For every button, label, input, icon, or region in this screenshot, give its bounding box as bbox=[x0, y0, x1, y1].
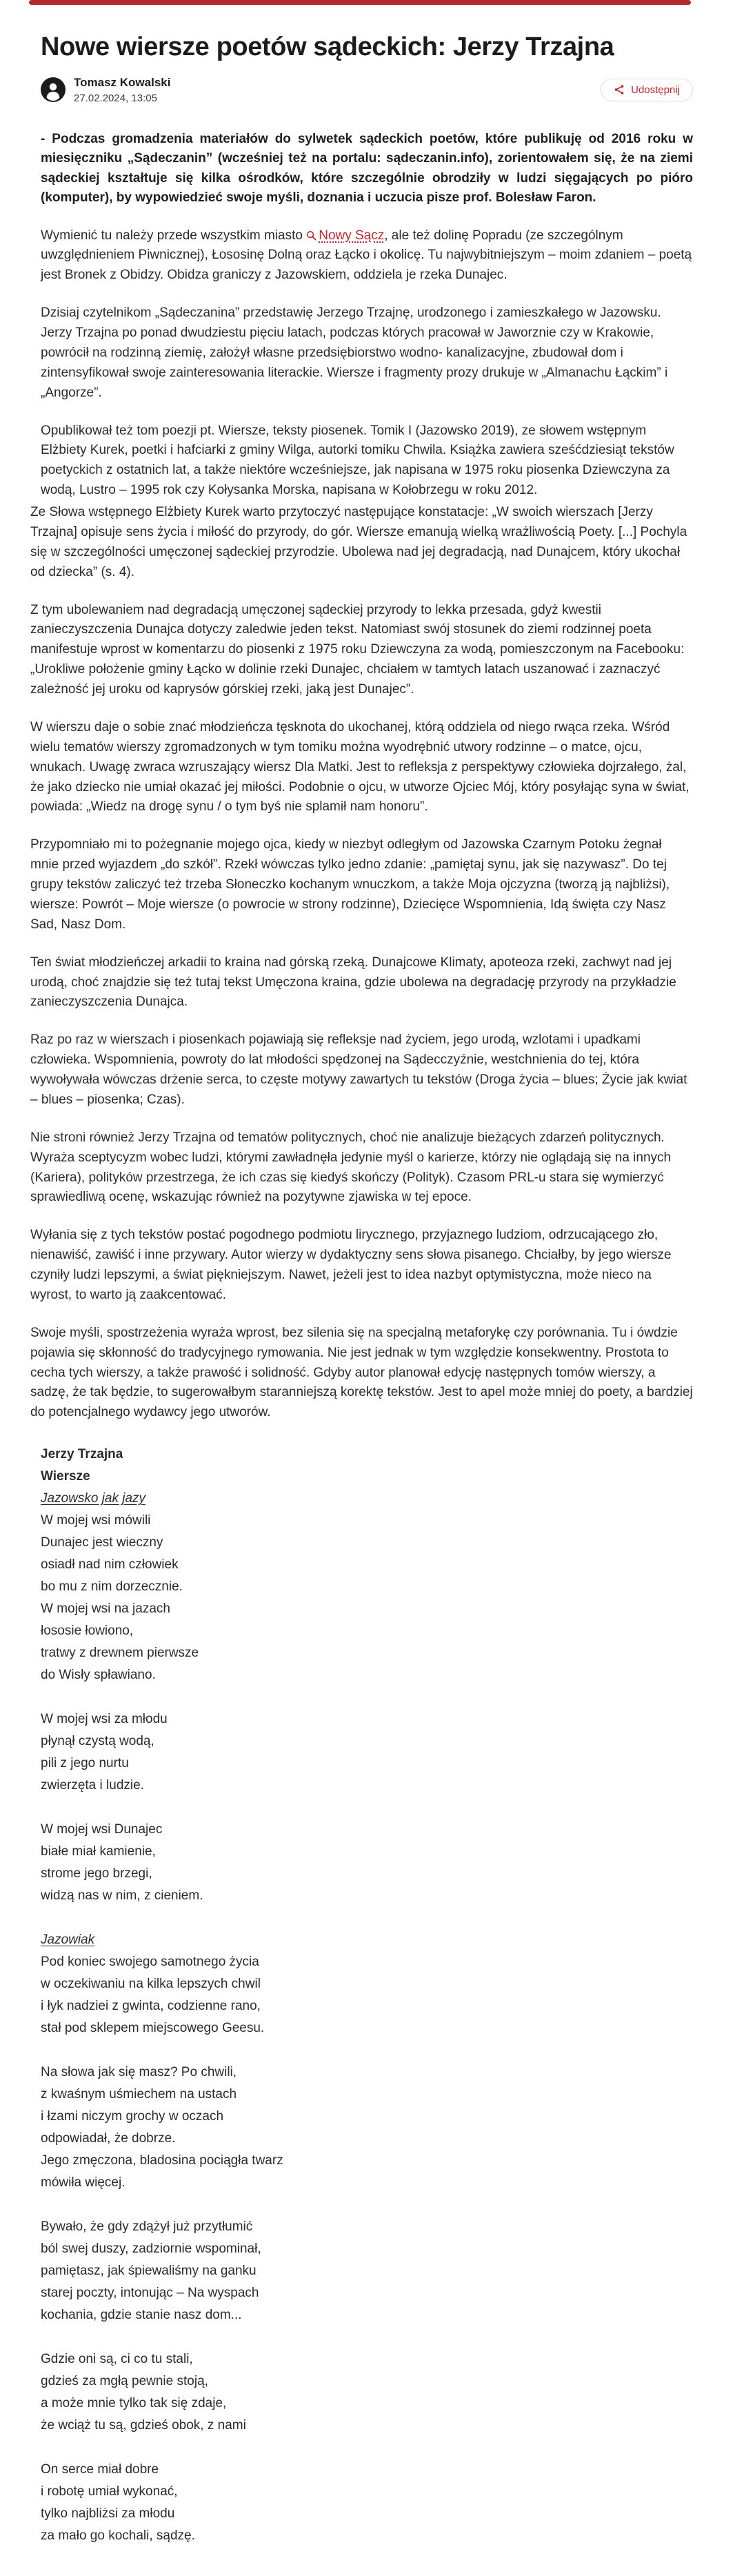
poem-line: płynął czystą wodą, bbox=[41, 1734, 154, 1749]
poem-line: starej poczty, intonując – Na wyspach bbox=[41, 2286, 259, 2301]
poem-line: Pod koniec swojego samotnego życia bbox=[41, 1955, 259, 1970]
article-paragraph: W wierszu daje o sobie znać młodzieńcza tęsknota do ukochanej, którą oddziela od niego rwąca rzeka. Wśród wielu tematów wierszy zgromadzonych w tym tomiku można wyodrębnić utwory rodzinne – o matce, ojcu, wnukach. Uwagę zwraca wzruszający wiersz Dla Matki. Jest to refleksja z perspektywy człowieka dojrzałego, żal, że jako dziecko nie umiał okazać jej miłości. Podobnie o ojcu, w utworze Ojciec Mój, który posyłając syna w świat, powiada: „Wiedz na drogę synu / o tym byś nie splamił nam honoru”. bbox=[30, 719, 690, 815]
poems-collection-title: Wiersze bbox=[41, 1469, 90, 1484]
article-paragraph: Z tym ubolewaniem nad degradacją umęczonej sądeckiej przyrody to lekka przesada, gdyż kwestii zanieczyszczenia Dunajca dotyczy zaledwie jeden tekst. Natomiast swój stosunek do ziemi rodzinnej poeta manifestuje wprost w komentarzu do piosenki z 1975 roku Dziewczyna za wodą, pomieszczonym na Facebooku: „Urokliwe położenie gminy Łącko w dolinie rzeki Dunajec, chciałem w tamtych latach uszanować i zaznaczyć zależność jej uroku od kaprysów górskiej rzeki, jaką jest Dunajec”. bbox=[30, 602, 685, 697]
poem-line: stał pod sklepem miejscowego Geesu. bbox=[41, 2021, 265, 2036]
publish-date: 27.02.2024, 13:05 bbox=[74, 92, 157, 104]
poem-line: kochania, gdzie stanie nasz dom... bbox=[41, 2308, 242, 2323]
article-paragraph: Opublikował też tom poezji pt. Wiersze, teksty piosenek. Tomik I (Jazowsko 2019), ze słowem wstępnym Elżbiety Kurek, poetki i hafciarki z gminy Wilga, autorki tomiku Chwila. Książka zawiera sześćdziesiąt tekstów poetyckich z ostatnich lat, a także niektóre wcześniejsze, jak napisana w 1975 roku piosenka Dziewczyna za wodą, Lustro – 1995 rok czy Kołysanka Morska, napisana w Kołobrzegu w roku 2012. bbox=[41, 423, 674, 498]
poem-line: z kwaśnym uśmiechem na ustach bbox=[41, 2087, 237, 2102]
poem-line: ból swej duszy, zadziornie wspominał, bbox=[41, 2241, 261, 2257]
poem-line: i łzami niczym grochy w oczach bbox=[41, 2109, 224, 2124]
article-paragraph: Wymienić tu należy przede wszystkim miasto Nowy Sącz, ale też dolinę Popradu (ze szczególnym uwzględnieniem Piwnicznej), Łososinę Dolną oraz Łącko i okolicę. Tu najwybitniejszym – moim zdaniem – poetą jest Bronek z Obidzy. Obidza graniczy z Jazowskiem, oddziela je rzeka Dunajec. bbox=[41, 228, 692, 283]
poem-line: że wciąż tu są, gdzieś obok, z nami bbox=[41, 2418, 246, 2433]
poem-line: białe miał kamienie, bbox=[41, 1844, 156, 1859]
poem-stanza bbox=[41, 2348, 693, 2437]
poem-stanza bbox=[41, 1708, 693, 1797]
poems-section bbox=[41, 1444, 693, 2547]
poem-line: gdzieś za mgłą pewnie stoją, bbox=[41, 2374, 208, 2389]
byline-row bbox=[41, 75, 693, 104]
article-paragraph: Ze Słowa wstępnego Elżbiety Kurek warto przytoczyć następujące konstatacje: „W swoich wierszach [Jerzy Trzajna] opisuje sens życia i miłość do przyrody, do gór. Wiersze emanują wielką wrażliwością Poety. [...] Pochyla się w szczególności umęczonej sądeckiej przyrodzie. Ubolewa nad jej degradacją, nad Dunajcem, który ukochał od dziecka” (s. 4). bbox=[30, 505, 687, 579]
author-name: Tomasz Kowalski bbox=[74, 76, 171, 90]
poem-line: W mojej wsi na jazach bbox=[41, 1601, 170, 1617]
article-paragraph: Swoje myśli, spostrzeżenia wyraża wprost, bez silenia się na specjalną metaforykę czy porównania. Tu i ówdzie pojawia się skłonność do tradycyjnego rymowania. Nie jest jednak w tym względzie konsekwentny. Prostota to cecha tych wierszy, a także prawość i solidność. Gdyby autor planował edycję następnych tomów wierszy, a sadzę, że tak będzie, to sugerowałbym staranniejszą korektę tekstów. Jest to apel może mniej do poety, a bardziej do potencjalnego wydawcy jego utworów. bbox=[30, 1325, 693, 1420]
share-icon bbox=[614, 84, 625, 95]
poems-list bbox=[41, 1488, 693, 2547]
share-button-label: Udostępnij bbox=[631, 83, 680, 96]
poem-line: mówiła więcej. bbox=[41, 2175, 125, 2190]
poem-line: On serce miał dobre bbox=[41, 2462, 159, 2477]
page-title: Nowe wiersze poetów sądeckich: Jerzy Trzajna bbox=[41, 32, 614, 61]
article-paragraph: Przypomniało mi to pożegnanie mojego ojca, kiedy w niezbyt odległym od Jazowska Czarnym Potoku żegnał mnie przed wyjazdem „do szkół”. Rzekł wówczas tylko jedno zdanie: „pamiętaj synu, jak się nazywasz”. Do tej grupy tekstów zaliczyć też trzeba Słoneczko kochanym wnuczkom, a także Moja ojczyzna (tworzą ją najbliżsi), wiersze: Powrót – Moje wiersze (o powrocie w strony rodzinne), Dziecięce Wspomnienia, Idą święta czy Nasz Sad, Nasz Dom. bbox=[30, 837, 670, 932]
poem-line: za mało go kochali, sądzę. bbox=[41, 2528, 195, 2544]
poem-line: w oczekiwaniu na kilka lepszych chwil bbox=[41, 1977, 261, 1992]
poem-line: pili z jego nurtu bbox=[41, 1756, 129, 1771]
poem-line: i łyk nadziei z gwinta, codzienne rano, bbox=[41, 1999, 261, 2014]
poem-stanza bbox=[41, 2061, 693, 2194]
poem-line: pamiętasz, jak śpiewaliśmy na ganku bbox=[41, 2264, 257, 2279]
poem-line: W mojej wsi mówili bbox=[41, 1513, 151, 1528]
poem-title: Jazowsko jak jazy bbox=[41, 1491, 146, 1506]
inline-link[interactable] bbox=[306, 228, 384, 243]
article-paragraph: Ten świat młodzieńczej arkadii to kraina nad górską rzeką. Dunajcowe Klimaty, apoteoza rzeki, zachwyt nad jej urodą, choć znajdzie się też tutaj tekst Umęczona kraina, gdzie ubolewa na degradację przyrody na przykładzie zanieczyszczenia Dunajca. bbox=[30, 955, 676, 1010]
accent-top-bar bbox=[29, 0, 691, 5]
poem-stanza bbox=[41, 1951, 693, 2039]
poems-author: Jerzy Trzajna bbox=[41, 1447, 123, 1462]
article-paragraph: Wyłania się z tych tekstów postać pogodnego podmiotu lirycznego, przyjaznego ludziom, odrzucającego zło, nienawiść, zawiść i inne przywary. Autor wierzy w dydaktyczny sens słowa pisanego. Chciałby, by jego wiersze czyniły ludzi lepszymi, a świat piękniejszym. Nawet, jeżeli jest to idea nazbyt optymistyczna, może nieco na wyrost, to warto ją zaakcentować. bbox=[30, 1228, 672, 1302]
poem-line: Gdzie oni są, ci co tu stali, bbox=[41, 2352, 193, 2367]
poem-stanza bbox=[41, 1819, 693, 1907]
poem-line: odpowiadał, że dobrze. bbox=[41, 2131, 176, 2146]
poem-line: widzą nas w nim, z cieniem. bbox=[41, 1888, 203, 1904]
poem-title: Jazowiak bbox=[41, 1933, 95, 1948]
magnifier-icon bbox=[306, 228, 319, 243]
article-paragraph: Raz po raz w wierszach i piosenkach pojawiają się refleksje nad życiem, jego urodą, wzlotami i upadkami człowieka. Wspomnienia, powroty do lat młodości spędzonej na Sądecczyźnie, westchnienia do tej, która wywoływała wówczas drżenie serca, to częste motywy zawartych tu tekstów (Droga życia – blues; Życie jak kwiat – blues – piosenka; Czas). bbox=[30, 1032, 687, 1107]
author-meta bbox=[74, 75, 170, 104]
poem-line: Bywało, że gdy zdążył już przytłumić bbox=[41, 2219, 253, 2235]
poem bbox=[41, 1488, 693, 1907]
poem-line: Na słowa jak się masz? Po chwili, bbox=[41, 2065, 237, 2080]
poem-stanza bbox=[41, 2216, 693, 2326]
article-container bbox=[0, 31, 744, 2576]
author-avatar-icon bbox=[41, 77, 66, 102]
poem bbox=[41, 1929, 693, 2547]
poem-line: zwierzęta i ludzie. bbox=[41, 1778, 144, 1793]
article-lead: - Podczas gromadzenia materiałów do sylwetek sądeckich poetów, które publikuję od 2016 roku w miesięczniku „Sądeczanin” (wcześniej też na portalu: sądeczanin.info), zorientowałem się, że na ziemi sądeckiej kształtuje się kilka ośrodków, które szczególnie obrodziły w ludzi sięgających po pióro (komputer), by wypowiedzieć swoje myśli, doznania i uczucia pisze prof. Bolesław Faron. bbox=[41, 131, 693, 206]
poem-line: W mojej wsi Dunajec bbox=[41, 1822, 163, 1837]
article-paragraph: Nie stroni również Jerzy Trzajna od tematów politycznych, choć nie analizuje bieżących zdarzeń politycznych. Wyraża sceptycyzm wobec ludzi, którymi zawładnęła jedynie myśl o karierze, którzy nie oglądają się na innych (Kariera), polityków przestrzega, że ich czas się kiedyś skończy (Polityk). Czasom PRL-u stara się wymierzyć sprawiedliwą ocenę, wskazując również na pozytywne zjawiska w tej epoce. bbox=[30, 1130, 672, 1205]
poem-line: strome jego brzegi, bbox=[41, 1866, 152, 1881]
poem-line: do Wisły spławiano. bbox=[41, 1668, 156, 1683]
inline-link-label: Nowy Sącz bbox=[319, 228, 385, 243]
poem-stanza bbox=[41, 2459, 693, 2547]
article-paragraph: Dzisiaj czytelnikom „Sądeczanina” przedstawię Jerzego Trzajnę, urodzonego i zamieszkałego w Jazowsku. Jerzy Trzajna po ponad dwudziestu pięciu latach, podczas których pracował w Jaworznie czy w Krakowie, powrócił na rodzinną ziemię, założył własne przedsiębiorstwo wodno- kanalizacyjne, zbudował dom i zintensyfikował swoje zainteresowania literackie. Wiersze i fragmenty prozy drukuje w „Almanachu Łąckim” i „Angorze”. bbox=[41, 306, 668, 400]
poem-line: osiadł nad nim człowiek bbox=[41, 1557, 179, 1572]
poem-line: W mojej wsi za młodu bbox=[41, 1712, 168, 1727]
poem-line: Jego zmęczona, bladosina pociągła twarz bbox=[41, 2153, 283, 2168]
poem-line: Dunajec jest wieczny bbox=[41, 1535, 163, 1550]
article-body bbox=[30, 226, 693, 1424]
poem-line: tylko najbliżsi za młodu bbox=[41, 2506, 175, 2522]
poem-line: łososie łowiono, bbox=[41, 1624, 134, 1639]
poem-line: bo mu z nim dorzecznie. bbox=[41, 1579, 183, 1595]
poem-line: a może mnie tylko tak się zdaje, bbox=[41, 2396, 227, 2411]
share-button[interactable] bbox=[601, 79, 693, 101]
poem-stanza bbox=[41, 1510, 693, 1686]
poem-line: i robotę umiał wykonać, bbox=[41, 2484, 178, 2499]
poem-line: tratwy z drewnem pierwsze bbox=[41, 1646, 199, 1661]
